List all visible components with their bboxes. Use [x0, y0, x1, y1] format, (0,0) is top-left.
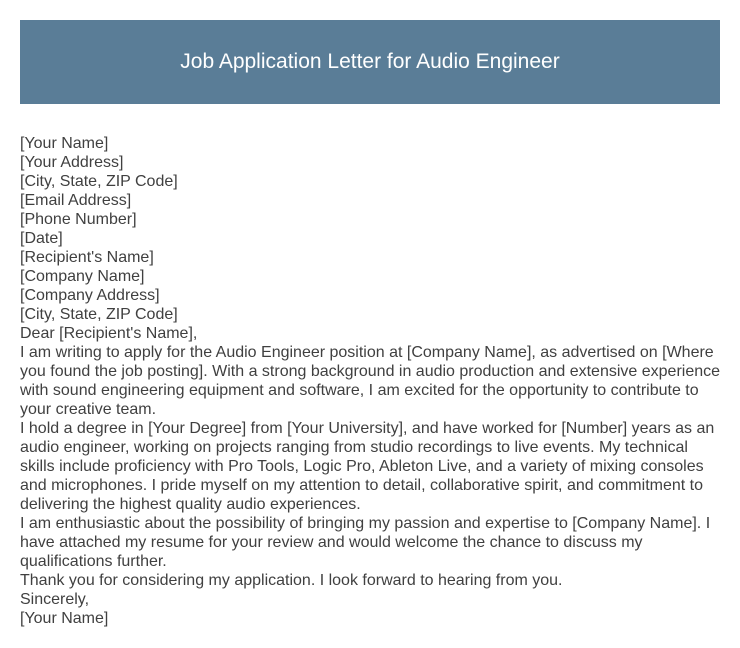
sender-address: [Your Address] [20, 154, 124, 171]
page-title: Job Application Letter for Audio Engineer [180, 50, 560, 73]
letter-header-banner [20, 20, 720, 104]
sender-email: [Email Address] [20, 192, 132, 209]
salutation: Dear [Recipient's Name], [20, 325, 198, 342]
closing: Sincerely, [20, 591, 90, 608]
letter-body [20, 134, 725, 628]
paragraph-experience: I hold a degree in [Your Degree] from [Your University], and have worked for [Number] years as an audio engineer, working on projects ranging from studio recordings to live events. My technical skills include proficiency with Pro Tools, Logic Pro, Ableton Live, and a variety of mixing consoles and microphones. I pride myself on my attention to detail, collaborative spirit, and commitment to delivering the highest quality audio experiences. [20, 420, 715, 513]
paragraph-thanks: Thank you for considering my application. I look forward to hearing from you. [20, 572, 563, 589]
paragraph-intro: I am writing to apply for the Audio Engineer position at [Company Name], as advertised on [Where you found the job posting]. With a strong background in audio production and extensive experience with sound engineering equipment and software, I am excited for the opportunity to contribute to your creative team. [20, 344, 721, 418]
signature: [Your Name] [20, 610, 109, 627]
recipient-name: [Recipient's Name] [20, 249, 154, 266]
sender-phone: [Phone Number] [20, 211, 137, 228]
recipient-company: [Company Name] [20, 268, 145, 285]
recipient-city-state-zip: [City, State, ZIP Code] [20, 306, 178, 323]
letter-date: [Date] [20, 230, 63, 247]
paragraph-enthusiasm: I am enthusiastic about the possibility of bringing my passion and expertise to [Company Name]. I have attached my resume for your review and would welcome the chance to discuss my qualifications further. [20, 515, 711, 570]
sender-city-state-zip: [City, State, ZIP Code] [20, 173, 178, 190]
recipient-address: [Company Address] [20, 287, 160, 304]
sender-name: [Your Name] [20, 135, 109, 152]
